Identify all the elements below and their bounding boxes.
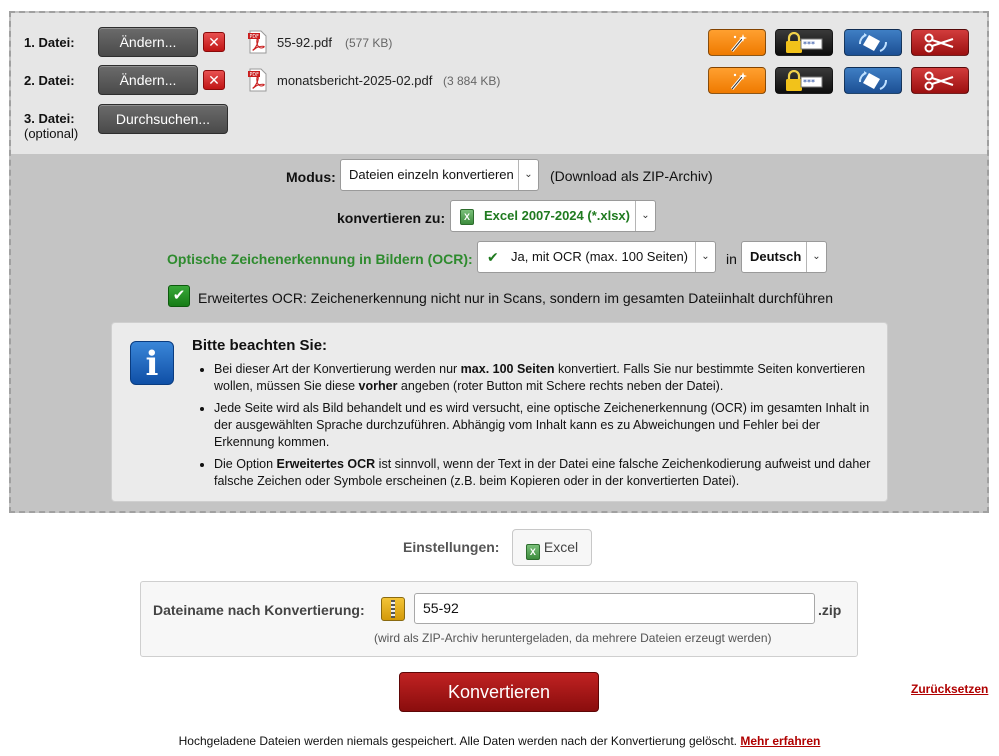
browse-file-3-button[interactable]: Durchsuchen... — [98, 104, 228, 134]
file-1-size: (577 KB) — [345, 36, 393, 50]
upload-dropzone[interactable] — [9, 11, 989, 513]
optional-hint: (optional) — [24, 126, 79, 141]
info-item: • Jede Seite wird als Bild behandelt und es wird versucht, eine optische Zeichenerkennung (OCR) im gesamten Inhalt in der ausgewählten Sprache durchzuführen. Abhängig vom Inhalt kann es zu Abweichungen und Fehler bei der Erkennung kommen. — [214, 400, 877, 451]
chevron-down-icon: ⌄ — [695, 242, 715, 272]
filename-hint: (wird als ZIP-Archiv heruntergeladen, da mehrere Dateien erzeugt werden) — [374, 631, 772, 645]
svg-text:***: *** — [803, 77, 815, 87]
magic-wand-icon — [724, 33, 750, 53]
protect-file-2-button[interactable] — [775, 67, 833, 94]
file-2-name: monatsbericht-2025-02.pdf — [277, 73, 433, 88]
learn-more-link[interactable]: Mehr erfahren — [740, 734, 821, 748]
ocr-select-value: Ja, mit OCR (max. 100 Seiten) — [511, 249, 688, 264]
filename-extension: .zip — [818, 602, 842, 618]
info-title: Bitte beachten Sie: — [192, 337, 328, 354]
extended-ocr-checkbox[interactable] — [168, 285, 190, 307]
ocr-label: Optische Zeichenerkennung in Bildern (OCR): — [167, 251, 473, 267]
chevron-down-icon: ⌄ — [518, 160, 538, 190]
rotate-file-1-button[interactable] — [844, 29, 902, 56]
filename-panel — [140, 581, 858, 657]
pdf-file-icon — [247, 68, 269, 92]
split-file-1-button[interactable] — [911, 29, 969, 56]
file-row-2 — [11, 65, 987, 97]
lock-icon — [784, 70, 824, 92]
extended-ocr-label: Erweitertes OCR: Zeichenerkennung nicht nur in Scans, sondern im gesamten Dateiinhalt durchführen — [198, 290, 833, 306]
ocr-select[interactable] — [477, 241, 716, 273]
settings-label: Einstellungen: — [403, 539, 500, 555]
remove-file-2-button[interactable] — [203, 70, 225, 90]
svg-text:PDF: PDF — [249, 73, 259, 78]
close-icon: ✕ — [208, 34, 220, 50]
ocr-language-value: Deutsch — [750, 249, 802, 264]
edit-file-1-button[interactable] — [708, 29, 766, 56]
remove-file-1-button[interactable] — [203, 32, 225, 52]
excel-icon: X — [460, 209, 474, 225]
mode-select-value: Dateien einzeln konvertieren — [349, 167, 514, 182]
file-3-label: 3. Datei: (optional) — [24, 111, 79, 141]
svg-text:***: *** — [803, 39, 815, 49]
split-file-2-button[interactable] — [911, 67, 969, 94]
info-item: • Die Option Erweitertes OCR ist sinnvoll, wenn der Text in der Datei eine falsche Zeichenkodierung aufweist und daher falsche Zeichen oder Symbole erscheinen (z.B. beim Kopieren oder in der konvertierten Datei). — [214, 456, 877, 490]
reset-link[interactable]: Zurücksetzen — [911, 682, 989, 696]
mode-label: Modus: — [286, 169, 336, 185]
convert-button[interactable]: Konvertieren — [399, 672, 599, 712]
change-file-1-button[interactable]: Ändern... — [98, 27, 198, 57]
ocr-language-select[interactable] — [741, 241, 827, 273]
change-file-2-button[interactable]: Ändern... — [98, 65, 198, 95]
close-icon: ✕ — [208, 72, 220, 88]
file-1-label: 1. Datei: — [24, 35, 75, 50]
pdf-file-icon — [247, 30, 269, 54]
info-icon: i — [130, 341, 174, 385]
file-list-panel — [11, 13, 987, 154]
convert-to-value: Excel 2007-2024 (*.xlsx) — [484, 208, 630, 223]
info-list — [192, 361, 877, 495]
excel-settings-button[interactable]: X Excel — [512, 529, 592, 566]
zip-archive-icon — [381, 597, 405, 621]
chevron-down-icon: ⌄ — [806, 242, 826, 272]
scissors-icon — [923, 32, 957, 54]
mode-note: (Download als ZIP-Archiv) — [550, 168, 713, 184]
filename-input[interactable]: 55-92 — [414, 593, 815, 624]
checkmark-icon: ✔ — [487, 249, 499, 265]
checkmark-icon: ✔ — [172, 287, 186, 304]
file-1-name: 55-92.pdf — [277, 35, 332, 50]
filename-label: Dateiname nach Konvertierung: — [153, 602, 365, 618]
rotate-icon — [856, 70, 890, 92]
ocr-in-label: in — [726, 251, 737, 267]
info-item: • Bei dieser Art der Konvertierung werden nur max. 100 Seiten konvertiert. Falls Sie nur bestimmte Seiten konvertieren wollen, müssen Sie diese vorher angeben (roter Button mit Schere rechts neben der Datei). — [214, 361, 877, 395]
file-2-size: (3 884 KB) — [443, 74, 501, 88]
lock-icon — [784, 32, 824, 54]
footer-notice: Hochgeladene Dateien werden niemals gespeichert. Alle Daten werden nach der Konvertierung gelöscht. Mehr erfahren — [178, 734, 821, 748]
magic-wand-icon — [724, 71, 750, 91]
excel-icon: X — [526, 544, 540, 560]
protect-file-1-button[interactable] — [775, 29, 833, 56]
chevron-down-icon: ⌄ — [635, 201, 655, 231]
rotate-icon — [856, 32, 890, 54]
mode-select[interactable] — [340, 159, 539, 191]
rotate-file-2-button[interactable] — [844, 67, 902, 94]
info-notice — [111, 322, 888, 502]
edit-file-2-button[interactable] — [708, 67, 766, 94]
file-row-1 — [11, 27, 987, 59]
svg-text:PDF: PDF — [249, 35, 259, 40]
scissors-icon — [923, 70, 957, 92]
file-2-label: 2. Datei: — [24, 73, 75, 88]
convert-to-select[interactable] — [450, 200, 656, 232]
convert-to-label: konvertieren zu: — [337, 210, 446, 226]
